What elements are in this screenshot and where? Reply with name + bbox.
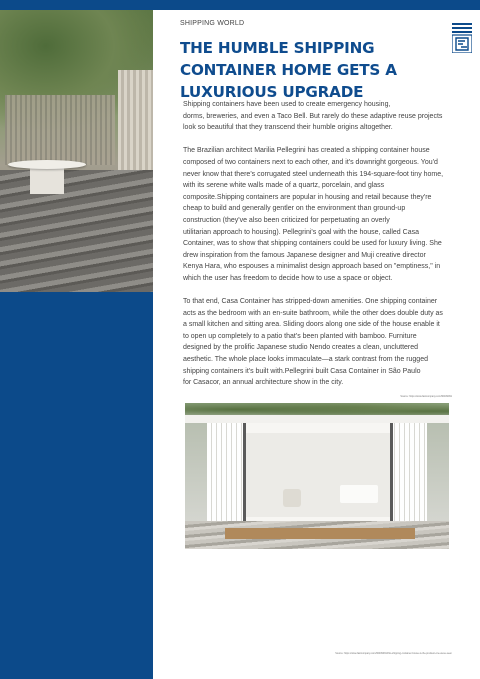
top-accent-bar bbox=[0, 0, 480, 10]
intro-paragraph: Shipping containers have been used to create emergency housing, dorms, breweries, and even a Taco Bell. But rarely do these adaptive reuse projects look so beautiful that they transcend their humble origins altogether. bbox=[183, 101, 443, 132]
container-roof bbox=[185, 415, 449, 423]
table-base bbox=[30, 168, 64, 194]
interior-room bbox=[245, 433, 391, 517]
bamboo-screen bbox=[5, 95, 115, 165]
bed bbox=[340, 485, 378, 503]
round-table bbox=[8, 160, 86, 169]
magazine-logo-icon bbox=[452, 23, 472, 53]
stone-floor bbox=[0, 170, 153, 292]
door-frame-left bbox=[243, 423, 246, 521]
body-paragraph-1: The Brazilian architect Marilia Pellegrini has created a shipping container house composed of two containers next to each other, and it's downright gorgeous. You'd never know that there's corrugated steel underneath this 194-square-foot tiny home, with its serene white walls made of a quartz, porcelain, and glass composite.Shipping containers are popular in housing and retail because they're cheap to build and generally gentler on the environment than ground-up construction (they've also been criticized for perpetuating an overly utilitarian approach to housing). Pellegrini's goal with the house, called Casa Container, was to show that shipping containers could be used for luxury living. She drew inspiration from the famous Japanese designer and Muji creative director Kenya Hara, who espouses a minimalist design approach based on "emptiness," in which the user has freedom to decide how to use a space or object. bbox=[183, 147, 444, 282]
container-house-photo bbox=[185, 403, 449, 549]
body-paragraph-2: To that end, Casa Container has stripped-down amenities. One shipping container acts as the bedroom with an en-suite bathroom, while the other does double duty as a small kitchen and sitting area. Sliding doors along one side of the house enable it to open up completely to a patio that's been planted with bamboo. Furniture designed by the prolific Japanese studio Nendo creates a clean, uncluttered aesthetic. The whole place looks immaculate—a stark contrast from the rugged shipping containers it's built with.Pellegrini built Casa Container in São Paulo for Casacor, an annual architecture show in the city. bbox=[183, 298, 443, 387]
section-label: SHIPPING WORLD bbox=[180, 20, 245, 27]
right-sliding-doors bbox=[390, 423, 427, 521]
patio-photo bbox=[0, 10, 153, 292]
door-frame-right bbox=[390, 423, 393, 521]
article-title: THE HUMBLE SHIPPING CONTAINER HOME GETS A LUXURIOUS UPGRADE bbox=[180, 39, 397, 101]
page-source-caption: Source: https://www.fastcompany.com/90409091/this-shipping-container-house-is-the-prettiest-one-weve-seen bbox=[335, 652, 452, 655]
left-sliding-doors bbox=[207, 423, 245, 521]
image-source-caption: Source: https://www.fastcompany.com/90409091 bbox=[400, 395, 452, 398]
armchair bbox=[283, 489, 301, 507]
article-body bbox=[183, 99, 455, 400]
wooden-deck bbox=[225, 528, 415, 539]
